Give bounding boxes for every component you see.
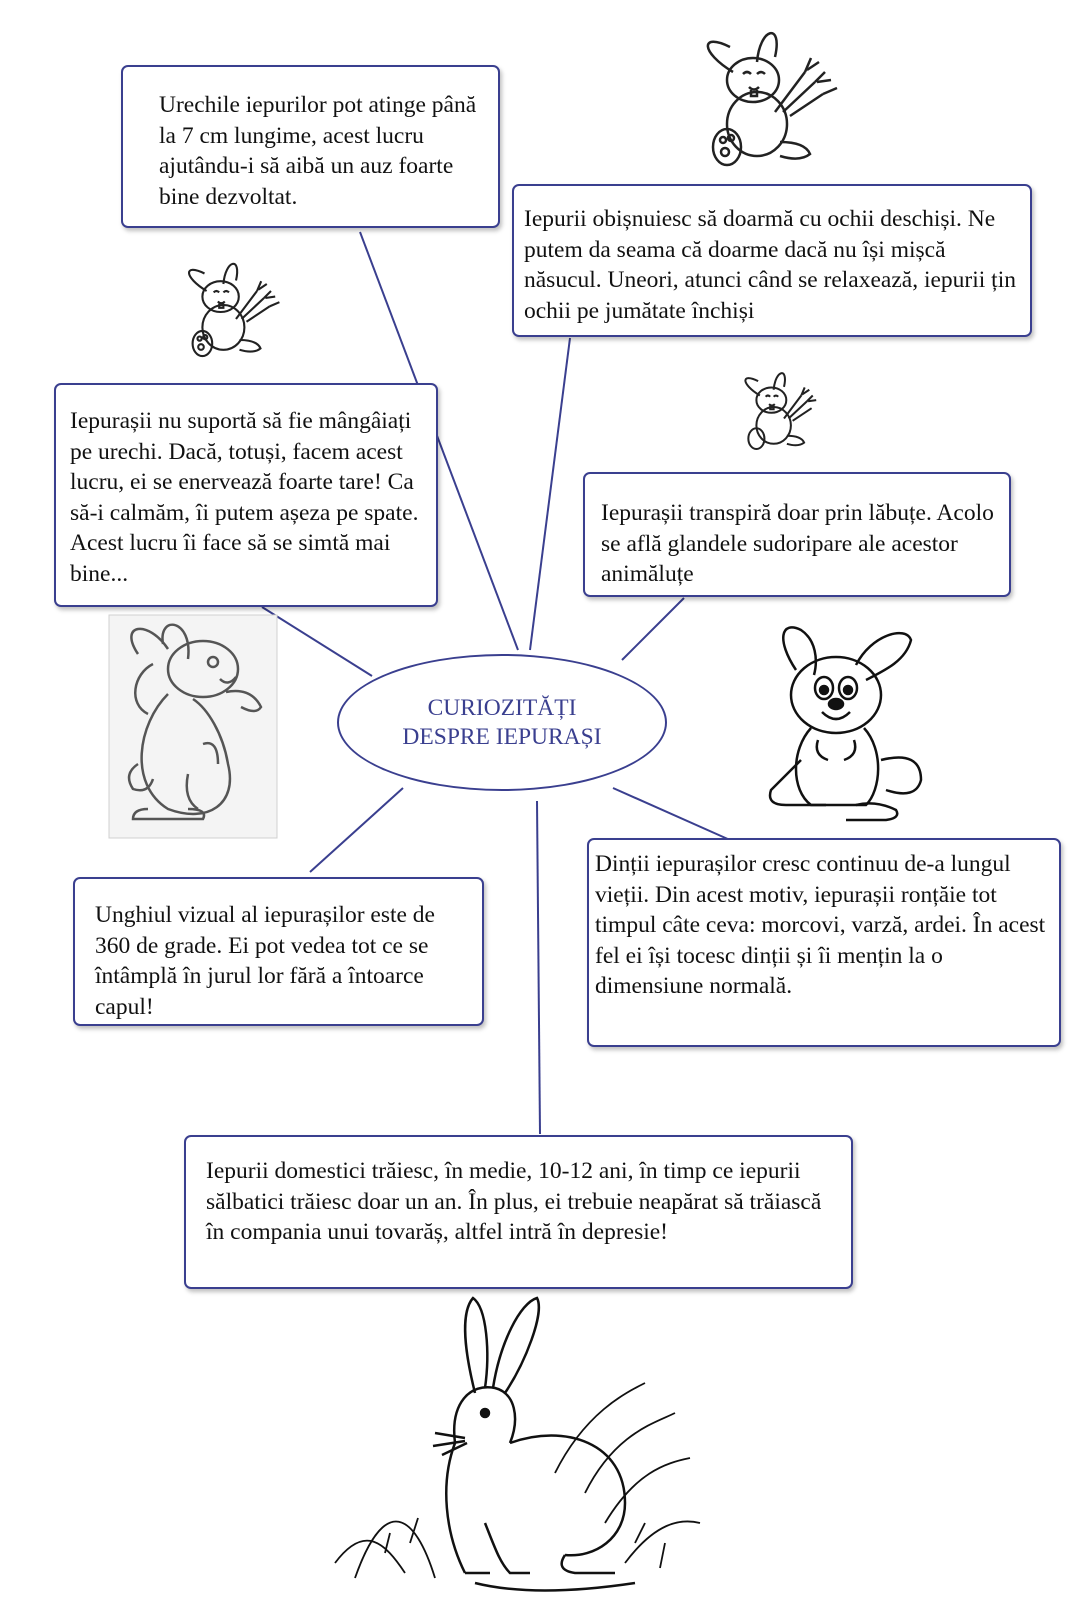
connector-sweat [622,598,684,660]
fact-box-lifespan [184,1135,853,1289]
fact-text-vision: Unghiul vizual al iepurașilor este de 360 de grade. Ei pot vedea tot ce se întâmplă în jurul lor fără a întoarce capul! [95,902,435,1020]
fact-box-teeth [587,838,1061,1047]
connector-teeth [613,788,730,840]
connector-lifespan [537,801,540,1134]
fact-box-sweat [583,472,1011,597]
central-topic [337,654,667,791]
sitting-rabbit-icon [108,614,278,839]
connector-vision [310,788,403,872]
fact-box-sleep [512,184,1032,337]
central-topic-title: CURIOZITĂȚI DESPRE IEPURAȘI [402,694,602,750]
fact-text-lifespan: Iepurii domestici trăiesc, în medie, 10-12 ani, în timp ce iepurii sălbatici trăiesc doar un an. În plus, ei trebuie neapărat să trăiască în compania unui tovarăș, altfel intră în depresie! [206,1158,822,1245]
fact-text-petting: Iepurașii nu suportă să fie mângâiați pe urechi. Dacă, totuși, facem acest lucru, ei se enervează foarte tare! Ca să-i calmăm, îi putem așeza pe spate. Acest lucru îi face să se simtă mai bine... [70,408,419,587]
bunny-with-carrots-icon [695,12,855,172]
fact-text-teeth: Dinții iepurașilor cresc continuu de-a lungul vieții. Din acest motiv, iepurașii ronțăie tot timpul câte ceva: morcovi, varză, ardei. În acest fel ei își tocesc dinții și îi mențin la o dimensiune normală. [595,851,1046,999]
wild-hare-icon [325,1293,705,1593]
fact-text-sweat: Iepurașii transpiră doar prin lăbuțe. Acolo se află glandele sudoripare ale acestor animăluțe [601,500,994,587]
bunny-with-carrots-icon [180,232,292,378]
fact-text-sleep: Iepurii obișnuiesc să doarmă cu ochii deschiși. Ne putem da seama că doarme dacă nu își mișcă năsucul. Uneori, atunci când se relaxează, iepurii țin ochii pe jumătate închiși [524,206,1016,324]
cartoon-rabbit-icon [756,620,931,825]
fact-box-ears [121,65,500,228]
connector-sleep [530,338,570,650]
connector-petting [262,607,372,676]
bunny-with-carrots-icon [738,352,830,462]
fact-text-ears: Urechile iepurilor pot atinge până la 7 cm lungime, acest lucru ajutându-i să aibă un auz foarte bine dezvoltat. [159,92,477,210]
fact-box-vision [73,877,484,1026]
fact-box-petting [54,383,438,607]
